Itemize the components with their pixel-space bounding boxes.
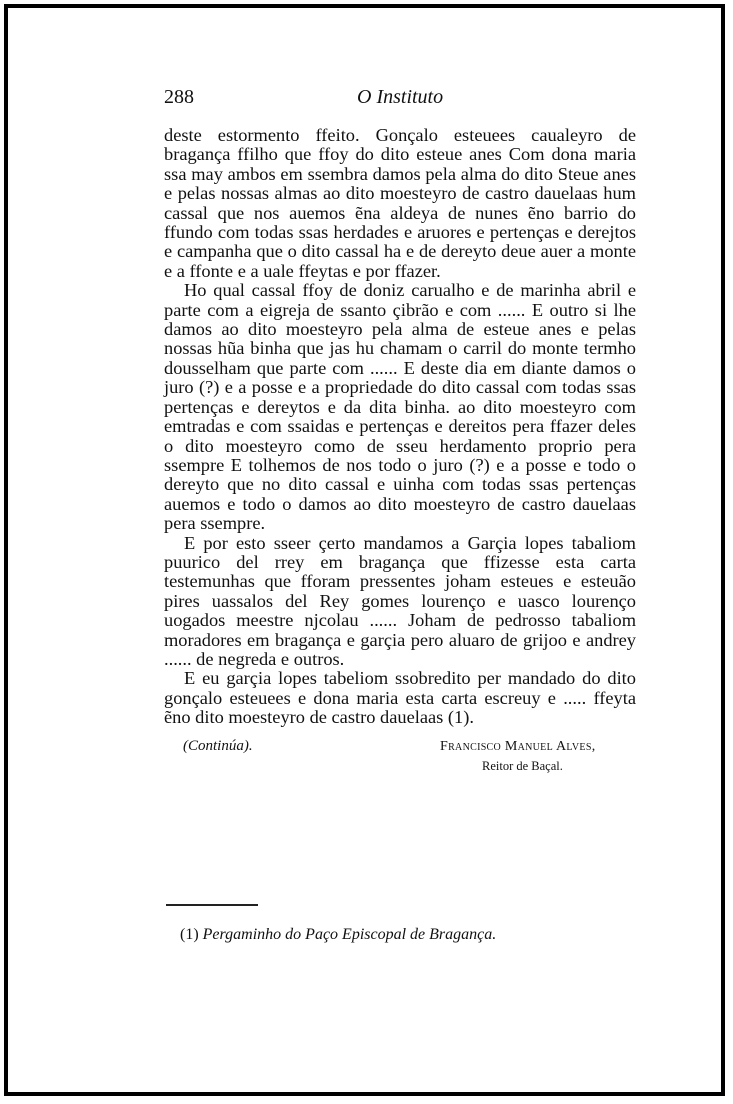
running-head: O Instituto xyxy=(357,86,444,108)
footnote-divider xyxy=(166,904,258,906)
continuation-note: (Continúa). xyxy=(183,738,253,754)
paragraph: Ho qual cassal ffoy de doniz carualho e de marinha abril e parte com a eigreja de ssanto çibrão e com ...... E outro si lhe damos ao dito moesteyro pela alma de esteue anes e pelas nossas hũa binha que jas hu chamam o carril do monte termho dousselham que parte com ...... E deste dia em diante damos o juro (?) e a posse e a propriedade do dito cassal com todas ssas pertenças e dereytos e da dita binha. ao dito moesteyro com emtradas e com ssaidas e pertenças e dereitos pera ffazer deles o dito moesteyro como de sseu herdamento proprio pera ssempre E tolhemos de nos todo o juro (?) e a posse e todo o dereyto que no dito cassal e uinha com todas ssas pertenças auemos e todo o damos ao dito moesteyro de castro dauelaas pera ssempre. xyxy=(164,280,636,534)
footnote xyxy=(180,926,496,944)
footnote-text: Pergaminho do Paço Episcopal de Bragança. xyxy=(202,926,497,943)
footnote-mark: (1) xyxy=(180,926,199,943)
author-signature: Francisco Manuel Alves, xyxy=(440,739,596,754)
author-title: Reitor de Baçal. xyxy=(482,759,563,773)
page-number: 288 xyxy=(164,86,194,108)
paragraph: E eu garçia lopes tabeliom ssobredito per mandado do dito gonçalo esteuees e dona maria esta carta escreuy e ..... ffeyta ẽno dito moesteyro de castro dauelaas (1). xyxy=(164,668,636,728)
paragraph: E por esto sseer çerto mandamos a Garçia lopes tabaliom puurico del rrey em bragança que ffizesse esta carta testemunhas que fforam pressentes joham esteues e esteuão pires uassalos del Rey gomes lourenço e uasco lourenço uogados meestre njcolau ...... Joham de pedrosso tabaliom moradores em bragança e garçia pero aluaro de grijoo e andrey ...... de negreda e outros. xyxy=(164,532,636,669)
paragraph: deste estormento ffeito. Gonçalo esteuees caualeyro de bragança ffilho que ffoy do dito esteue anes Com dona maria ssa may ambos em ssembra damos pela alma do dito Steue anes e pelas nossas almas ao dito moesteyro de castro dauelaas hum cassal que nos auemos ẽna aldeya de nunes ẽno barrio do ffundo com todas ssas herdades e aruores e pertenças e derejtos e campanha que o dito cassal ha e de dereyto deue auer a monte e a ffonte e a uale ffeytas e por ffazer. xyxy=(164,125,636,281)
body-text xyxy=(164,126,636,728)
